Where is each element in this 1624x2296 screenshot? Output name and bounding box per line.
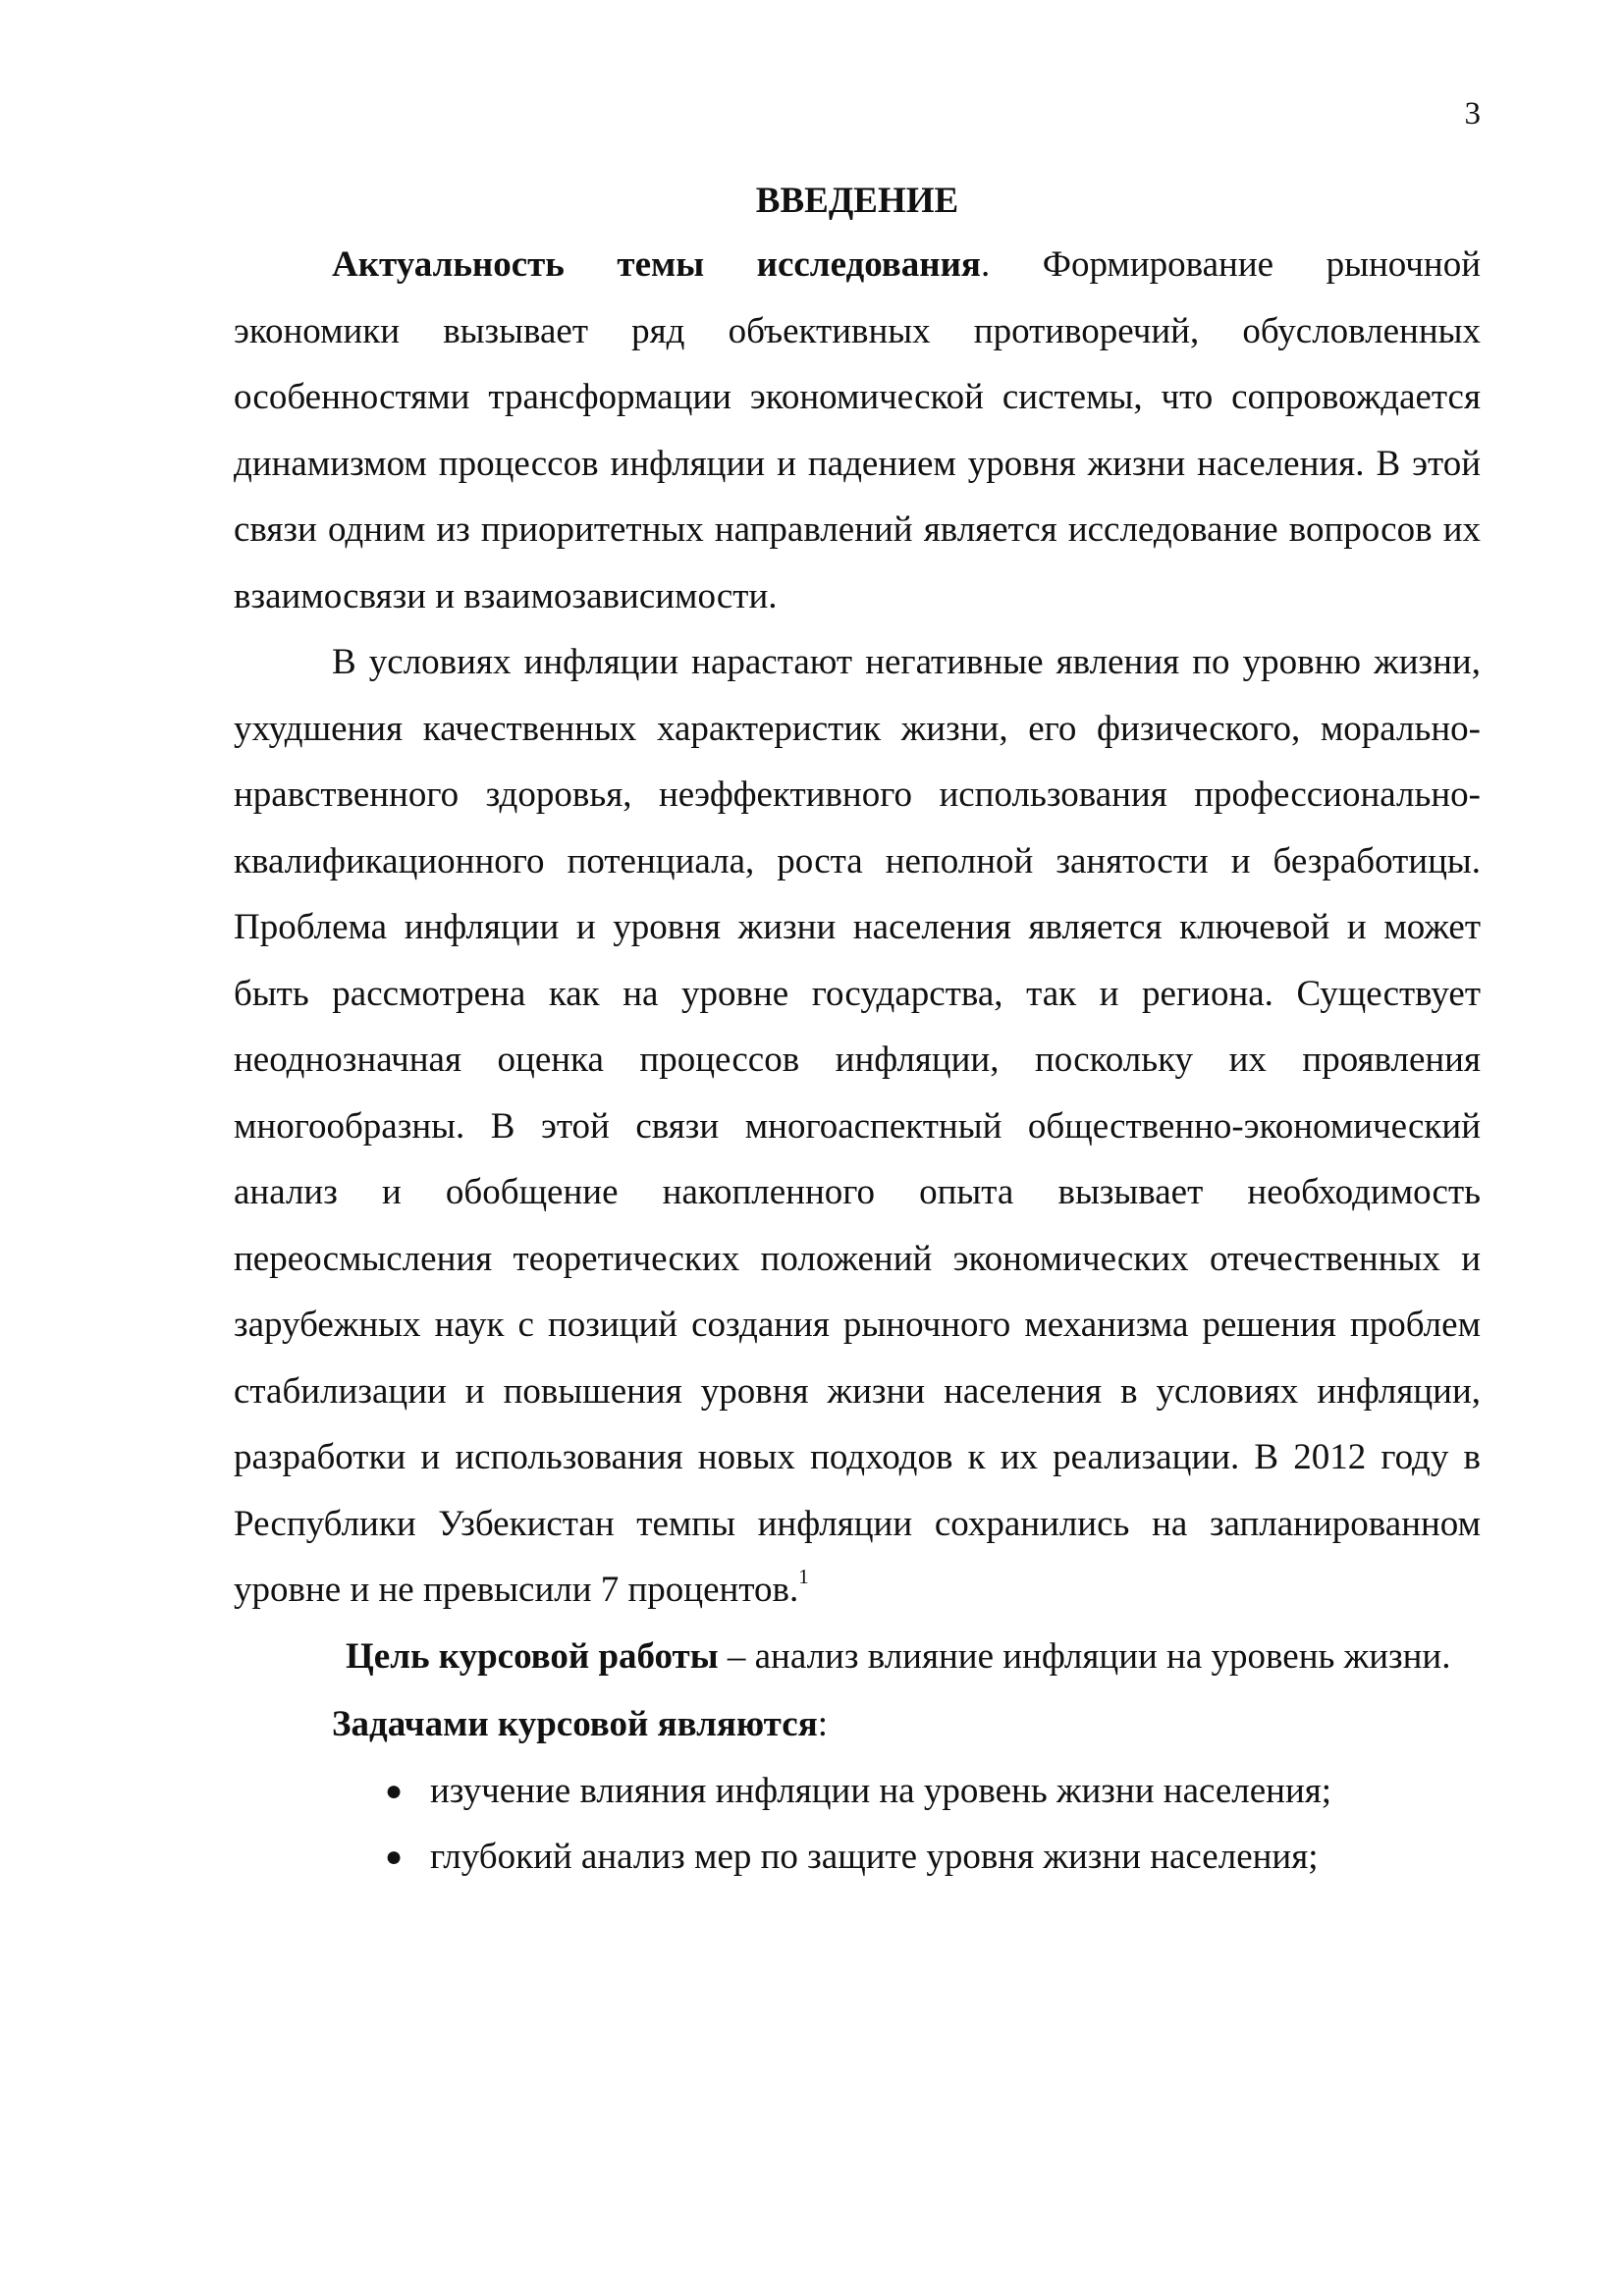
- goal-label: Цель курсовой работы: [346, 1635, 719, 1677]
- list-item: [381, 1758, 1481, 1825]
- inflation-text: В условиях инфляции нарастают негативные явления по уровню жизни, ухудшения качественных характеристик жизни, его физического, морально-нравственного здоровья, неэффективного использования профессионально-квалификационного потенциала, роста неполной занятости и безработицы. Проблема инфляции и уровня жизни населения является ключевой и может быть рассмотрена как на уровне государства, так и региона. Существует неоднозначная оценка процессов инфляции, поскольку их проявления многообразны. В этой связи многоаспектный общественно-экономический анализ и обобщение накопленного опыта вызывает необходимость переосмысления теоретических положений экономических отечественных и зарубежных наук с позиций создания рыночного механизма решения проблем стабилизации и повышения уровня жизни населения в условиях инфляции, разработки и использования новых подходов к их реализации. В 2012 году в Республики Узбекистан темпы инфляции сохранились на запланированном уровне и не превысили 7 процентов.: [234, 642, 1481, 1610]
- tasks-label: Задачами курсовой являются: [332, 1704, 818, 1744]
- tasks-list: [234, 1758, 1481, 1891]
- bullet-dot-icon: ●: [385, 1774, 404, 1807]
- relevance-label: Актуальность темы исследования: [332, 244, 981, 285]
- list-item: [381, 1824, 1481, 1891]
- tasks-heading: [234, 1691, 1481, 1758]
- relevance-paragraph: [234, 232, 1481, 629]
- tasks-label-suffix: :: [817, 1704, 828, 1744]
- inflation-paragraph: [234, 629, 1481, 1624]
- document-body: [234, 171, 1481, 1891]
- relevance-text: . Формирование рыночной экономики вызывает ряд объективных противоречий, обусловленных особенностями трансформации экономической системы, что сопровождается динамизмом процессов инфляции и падением уровня жизни населения. В этой связи одним из приоритетных направлений является исследование вопросов их взаимосвязи и взаимозависимости.: [234, 244, 1482, 616]
- goal-paragraph: [234, 1624, 1481, 1690]
- bullet-dot-icon: ●: [385, 1841, 404, 1873]
- section-heading: ВВЕДЕНИЕ: [755, 181, 959, 221]
- task-item-text: изучение влияния инфляции на уровень жизни населения;: [430, 1770, 1332, 1811]
- goal-text: – анализ влияние инфляции на уровень жизни.: [718, 1635, 1451, 1677]
- task-item-text: глубокий анализ мер по защите уровня жизни населения;: [430, 1837, 1319, 1877]
- footnote-reference[interactable]: 1: [798, 1565, 809, 1588]
- page-number: 3: [1464, 96, 1481, 132]
